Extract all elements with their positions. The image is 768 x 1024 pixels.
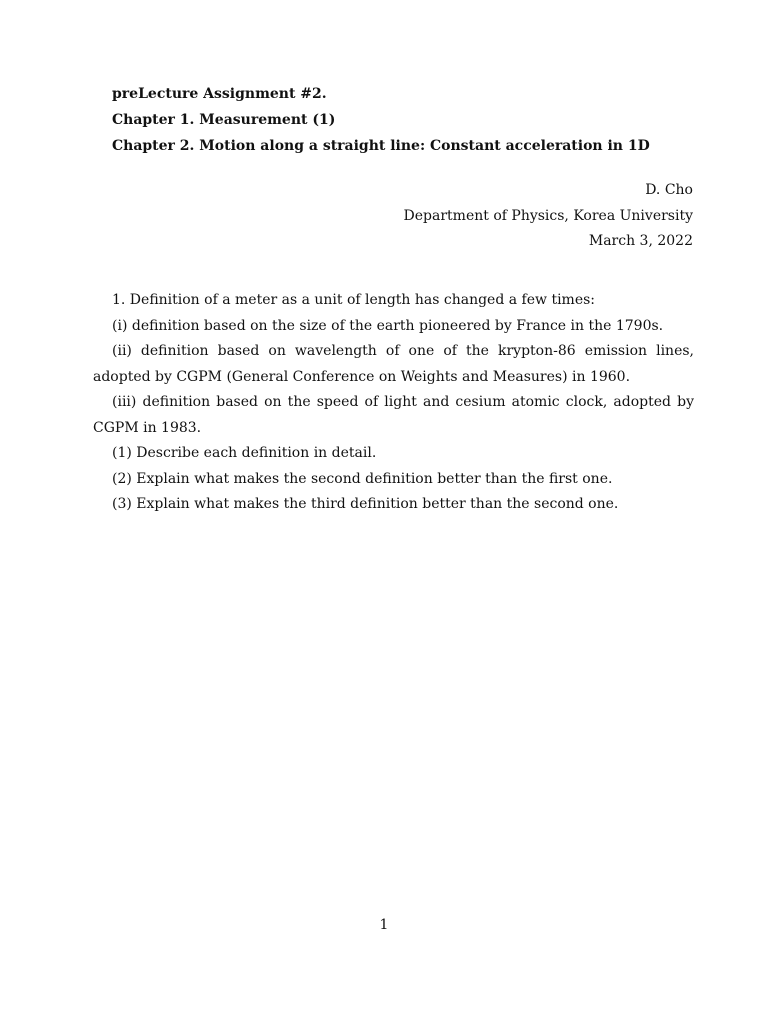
definition-iii: (iii) definition based on the speed of light and cesium atomic clock, adopted by CGPM in 1983. xyxy=(93,394,694,436)
question-1 xyxy=(93,288,694,518)
assignment-title: preLecture Assignment #2. xyxy=(112,86,327,102)
page-number: 1 xyxy=(379,917,389,933)
author-block xyxy=(404,178,693,255)
document-date: March 3, 2022 xyxy=(588,233,693,249)
definition-i: (i) definition based on the size of the earth pioneered by France in the 1790s. xyxy=(112,317,664,334)
task-1: (1) Describe each definition in detail. xyxy=(112,445,377,461)
definition-ii: (ii) definition based on wavelength of one of the krypton-86 emission lines, adopted by CGPM (General Conference on Weights and Measures) in 1960. xyxy=(93,343,694,385)
author-affiliation: Department of Physics, Korea University xyxy=(403,207,693,224)
chapter-1-heading: Chapter 1. Measurement (1) xyxy=(112,112,336,128)
chapter-2-heading: Chapter 2. Motion along a straight line: Constant acceleration in 1D xyxy=(112,138,650,154)
author-name: D. Cho xyxy=(645,182,693,198)
task-3: (3) Explain what makes the third definition better than the second one. xyxy=(112,496,619,512)
task-2: (2) Explain what makes the second definition better than the first one. xyxy=(112,470,613,487)
question-1-intro: 1. Definition of a meter as a unit of length has changed a few times: xyxy=(112,292,596,308)
